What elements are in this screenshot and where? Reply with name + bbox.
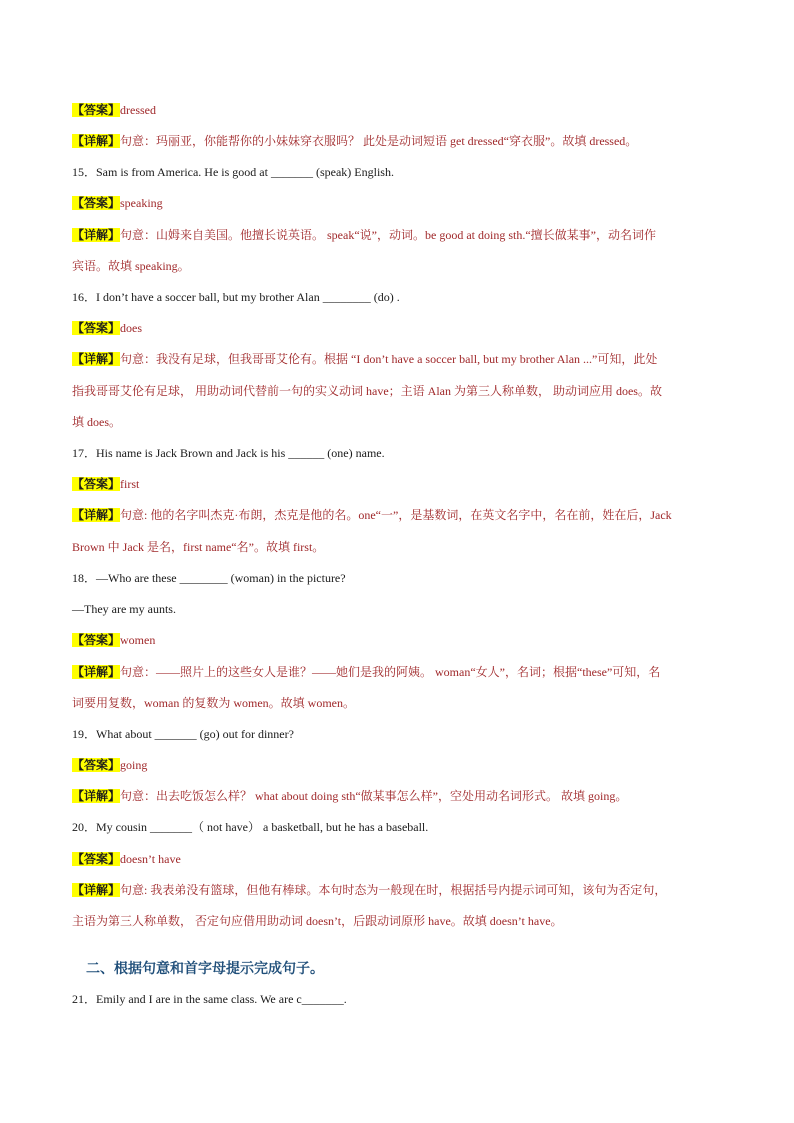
answer-line [72, 102, 722, 118]
explain-continuation: 主语为第三人称单数， 否定句应借用助动词 doesn’t，后跟动词原形 have。故填 doesn’t have。 [72, 914, 563, 928]
explain-tag: 【详解】 [72, 134, 121, 148]
explain-continuation: 宾语。故填 speaking。 [72, 259, 190, 273]
question-20: 20．My cousin _______（ not have） a basketball, but he has a baseball. [72, 820, 429, 834]
answer-tag: 【答案】 [72, 758, 121, 772]
answer-tag: 【答案】 [72, 852, 121, 866]
explain-continuation: 指我哥哥艾伦有足球， 用助动词代替前一句的实义动词 have；主语 Alan 为第三人称单数， 助动词应用 does。故 [72, 384, 662, 398]
explain-text: 句意：山姆来自美国。他擅长说英语。 speak“说”，动词。be good at doing sth.“擅长做某事”，动名词作 [120, 228, 656, 242]
explain-continuation: 填 does。 [72, 415, 121, 429]
answer-tag: 【答案】 [72, 196, 121, 210]
answer-text: doesn’t have [120, 852, 181, 866]
question-15: 15．Sam is from America. He is good at _______ (speak) English. [72, 165, 394, 179]
answer-line [72, 476, 722, 492]
question-21: 21．Emily and I are in the same class. We are c_______. [72, 992, 347, 1006]
answer-line [72, 195, 722, 211]
explain-line [72, 351, 722, 367]
answer-tag: 【答案】 [72, 477, 121, 491]
explain-tag: 【详解】 [72, 883, 121, 897]
explain-text: 句意：玛丽亚，你能帮你的小妹妹穿衣服吗？ 此处是动词短语 get dressed“穿衣服”。故填 dressed。 [120, 134, 638, 148]
explain-continuation: 词要用复数，woman 的复数为 women。故填 women。 [72, 696, 355, 710]
explain-line [72, 664, 722, 680]
answer-tag: 【答案】 [72, 633, 121, 647]
question-17: 17．His name is Jack Brown and Jack is his ______ (one) name. [72, 446, 385, 460]
answer-text: dressed [120, 103, 157, 117]
answer-text: speaking [120, 196, 163, 210]
question-19: 19．What about _______ (go) out for dinner? [72, 727, 294, 741]
question-16: 16．I don’t have a soccer ball, but my brother Alan ________ (do) . [72, 290, 400, 304]
answer-text: going [120, 758, 148, 772]
answer-text: first [120, 477, 140, 491]
explain-continuation: Brown 中 Jack 是名，first name“名”。故填 first。 [72, 540, 325, 554]
answer-text: women [120, 633, 156, 647]
explain-tag: 【详解】 [72, 228, 121, 242]
explain-line [72, 507, 722, 523]
answer-tag: 【答案】 [72, 103, 121, 117]
answer-line [72, 632, 722, 648]
explain-text: 句意：出去吃饭怎么样？ what about doing sth“做某事怎么样”，空处用动名词形式。 故填 going。 [120, 789, 628, 803]
question-18: 18．—Who are these ________ (woman) in the picture? [72, 571, 346, 585]
explain-tag: 【详解】 [72, 508, 121, 522]
answer-text: does [120, 321, 143, 335]
explain-line [72, 133, 722, 149]
explain-line [72, 227, 722, 243]
explain-text: 句意: 他的名字叫杰克·布朗，杰克是他的名。one“一”，是基数词，在英文名字中，名在前，姓在后，Jack [120, 508, 672, 522]
explain-line [72, 882, 722, 898]
explain-tag: 【详解】 [72, 789, 121, 803]
answer-line [72, 757, 722, 773]
question-18-reply: —They are my aunts. [72, 602, 176, 616]
explain-text: 句意: 我表弟没有篮球，但他有棒球。本句时态为一般现在时，根据括号内提示词可知，该句为否定句， [120, 883, 667, 897]
explain-line [72, 788, 722, 804]
explain-tag: 【详解】 [72, 352, 121, 366]
explain-tag: 【详解】 [72, 665, 121, 679]
answer-line [72, 320, 722, 336]
explain-text: 句意：——照片上的这些女人是谁？——她们是我的阿姨。 woman“女人”，名词；根据“these”可知，名 [120, 665, 661, 679]
section-title: 二、根据句意和首字母提示完成句子。 [86, 961, 324, 977]
explain-text: 句意：我没有足球，但我哥哥艾伦有。根据 “I don’t have a soccer ball, but my brother Alan ...”可知，此处 [120, 352, 658, 366]
answer-line [72, 851, 722, 867]
answer-tag: 【答案】 [72, 321, 121, 335]
